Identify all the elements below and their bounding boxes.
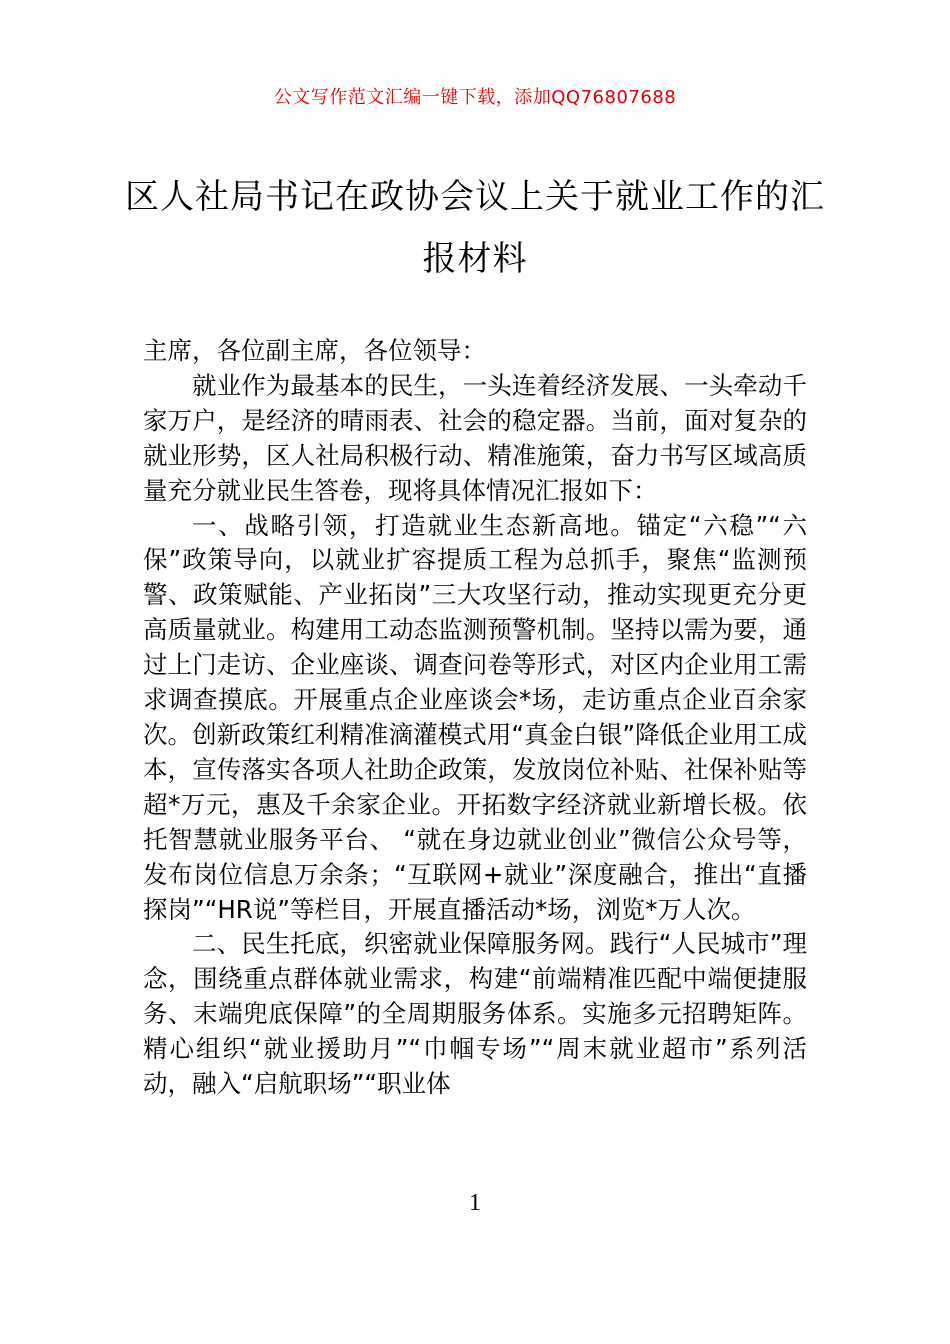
document-title: 区人社局书记在政协会议上关于就业工作的汇报材料 (125, 177, 825, 279)
page-number: 1 (469, 1190, 481, 1216)
section-one-paragraph: 一、战略引领，打造就业生态新高地。锚定“六稳”“六保”政策导向，以就业扩容提质工程为总抓手，聚焦“监测预警、政策赋能、产业拓岗”三大攻坚行动，推动实现更充分更高质量就业。构建用工动态监测预警机制。坚持以需为要，通过上门走访、企业座谈、调查问卷等形式，对区内企业用工需求调查摸底。开展重点企业座谈会*场，走访重点企业百余家次。创新政策红利精准滴灌模式用“真金白银”降低企业用工成本，宣传落实各项人社助企政策，发放岗位补贴、社保补贴等超*万元，惠及千余家企业。开拓数字经济就业新增长极。依托智慧就业服务平台、 “就在身边就业创业”微信公众号等，发布岗位信息万余条；“互联网+就业”深度融合，推出“直播探岗”“HR说”等栏目，开展直播活动*场，浏览*万人次。 (143, 510, 807, 924)
intro-paragraph: 就业作为最基本的民生，一头连着经济发展、一头牵动千家万户，是经济的晴雨表、社会的稳定器。当前，面对复杂的就业形势，区人社局积极行动、精准施策，奋力书写区域高质量充分就业民生答卷，现将具体情况汇报如下： (143, 370, 807, 505)
section-two-paragraph: 二、民生托底，织密就业保障服务网。践行“人民城市”理念，围绕重点群体就业需求，构建“前端精准匹配中端便捷服务、末端兜底保障”的全周期服务体系。实施多元招聘矩阵。精心组织“就业援助月”“巾帼专场”“周末就业超市”系列活动，融入“启航职场”“职业体 (143, 929, 807, 1099)
salutation: 主席，各位副主席，各位领导： (143, 336, 486, 365)
document-body (143, 334, 807, 1102)
download-banner: 公文写作范文汇编一键下载，添加QQ76807688 (273, 87, 677, 108)
